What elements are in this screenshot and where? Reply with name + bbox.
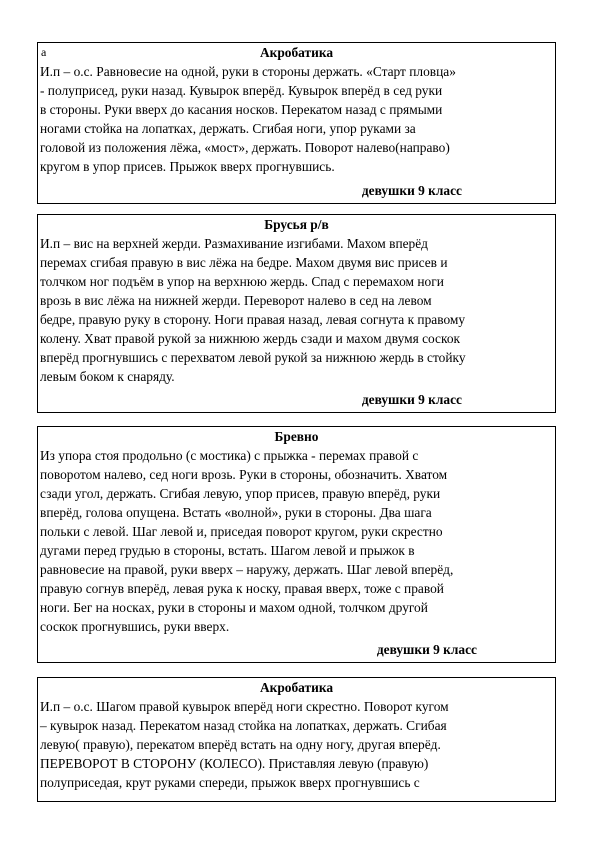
exercise-card-bars	[37, 214, 556, 413]
text-line: полуприседая, крут руками спереди, прыжок вверх прогнувшись с	[40, 775, 420, 790]
text-line: врозь в вис лёжа на нижней жерди. Переворот налево в сед на левом	[40, 293, 432, 308]
text-line: - полуприсед, руки назад. Кувырок вперёд. Кувырок вперёд в сед руки	[40, 83, 443, 98]
text-line: вперёд, голова опущена. Встать «волной», руки в стороны. Два шага	[40, 505, 432, 520]
exercise-card-acrobatics-1	[37, 42, 556, 204]
text-line: ПЕРЕВОРОТ В СТОРОНУ (КОЛЕСО). Приставляя левую (правую)	[40, 756, 429, 771]
text-line: толчком ног подъём в упор на верхнюю жердь. Спад с перемахом ноги	[40, 274, 444, 289]
text-line: сзади угол, держать. Сгибая левую, упор присев, правую вперёд, руки	[40, 486, 441, 501]
card-body	[38, 697, 555, 792]
text-line: дугами перед грудью в стороны, встать. Шагом левой и прыжок в	[40, 543, 415, 558]
card-title: Акробатика	[259, 680, 334, 695]
text-line: колену. Хват правой рукой за нижнюю жердь сзади и махом двумя соскок	[40, 331, 461, 346]
text-line: – кувырок назад. Перекатом назад стойка на лопатках, держать. Сгибая	[40, 718, 447, 733]
card-body	[38, 62, 555, 176]
card-body	[38, 234, 555, 386]
exercise-card-acrobatics-2	[37, 677, 556, 802]
text-line: И.п – вис на верхней жерди. Размахивание изгибами. Махом вперёд	[40, 236, 429, 251]
grade-label: девушки 9 класс	[361, 183, 462, 198]
text-line: головой из положения лёжа, «мост», держать. Поворот налево(направо)	[40, 140, 450, 155]
text-line: левым боком к снаряду.	[40, 369, 175, 384]
text-line: равновесие на правой, руки вверх – наружу, держать. Шаг левой вперёд,	[40, 562, 454, 577]
text-line: ноги. Бег на носках, руки в стороны и махом одной, толчком другой	[40, 600, 428, 615]
text-line: правую согнув вперёд, левая рука к носку, правая вверх, тоже с правой	[40, 581, 444, 596]
text-line: И.п – о.с. Равновесие на одной, руки в стороны держать. «Старт пловца»	[40, 64, 456, 79]
text-line: соскок прогнувшись, руки вверх.	[40, 619, 230, 634]
text-line: ногами стойка на лопатках, держать. Сгибая ноги, упор руками за	[40, 121, 416, 136]
text-line: И.п – о.с. Шагом правой кувырок вперёд ноги скрестно. Поворот кугом	[40, 699, 449, 714]
grade-label: девушки 9 класс	[376, 642, 477, 657]
text-line: в стороны. Руки вверх до касания носков. Перекатом назад с прямыми	[40, 102, 443, 117]
card-title: Брусья р/в	[264, 217, 329, 232]
text-line: польки с левой. Шаг левой и, приседая поворот кругом, руки скрестно	[40, 524, 443, 539]
card-title: Бревно	[274, 429, 319, 444]
card-body	[38, 446, 555, 636]
text-line: левую( правую), перекатом вперёд встать на одну ногу, другая вперёд.	[40, 737, 441, 752]
text-line: перемах сгибая правую в вис лёжа на бедре. Махом двумя вис присев и	[40, 255, 448, 270]
text-line: поворотом налево, сед ноги врозь. Руки в стороны, обозначить. Хватом	[40, 467, 448, 482]
text-line: вперёд прогнувшись с перехватом левой рукой за нижнюю жердь в стойку	[40, 350, 466, 365]
exercise-card-beam	[37, 426, 556, 663]
card-marker: а	[41, 45, 47, 59]
text-line: кругом в упор присев. Прыжок вверх прогнувшись.	[40, 159, 335, 174]
text-line: бедре, правую руку в сторону. Ноги правая назад, левая согнута к правому	[40, 312, 466, 327]
card-title: Акробатика	[259, 45, 334, 60]
grade-label: девушки 9 класс	[361, 392, 462, 407]
text-line: Из упора стоя продольно (с мостика) с прыжка - перемах правой с	[40, 448, 419, 463]
